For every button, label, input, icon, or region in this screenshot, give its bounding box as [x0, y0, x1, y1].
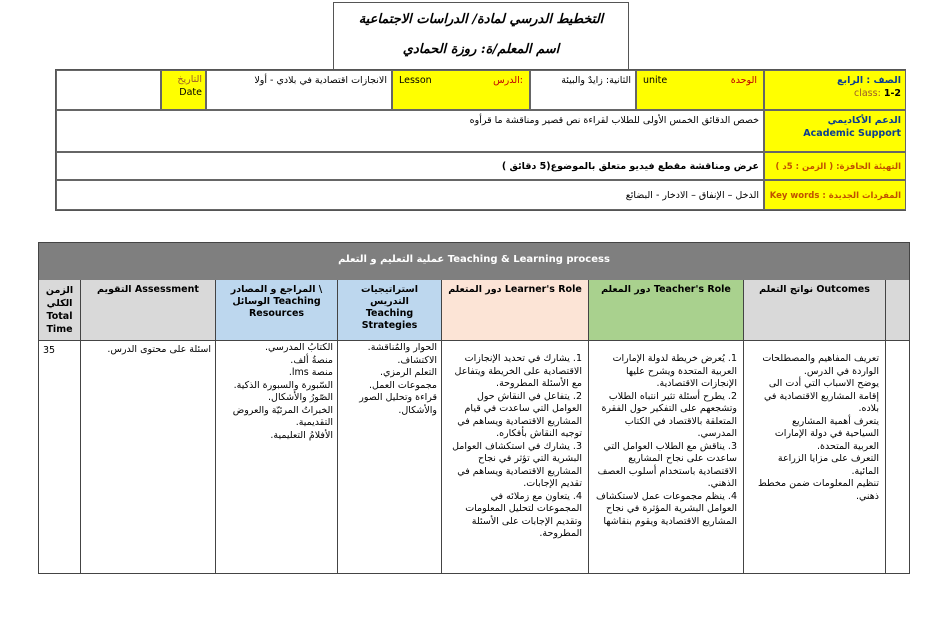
- text-line: المشاريع الاقتصادية ويقوم بنقاشها: [603, 515, 737, 527]
- text-line: يوضح الاسباب التي أدت الى: [768, 378, 879, 389]
- text-line: منصة lms.: [288, 367, 333, 378]
- text-line: الإنجازات الاقتصادية.: [656, 378, 737, 389]
- text-line: الوسائل Teaching: [232, 296, 321, 307]
- text-line: Time: [46, 324, 73, 335]
- class-value: 1-2: [883, 88, 901, 99]
- date-value-cell: [56, 70, 161, 110]
- grade-cell: [764, 70, 906, 110]
- text-line: Resources: [248, 308, 305, 319]
- text-line: الصّورُ والأشكال.: [268, 392, 333, 403]
- text-line: يتعرف أهمية المشاريع: [791, 415, 879, 427]
- unit-label-cell: [636, 70, 764, 110]
- text-line: 3. يناقش مع الطلاب العوامل التي: [603, 440, 737, 452]
- warmup-value: عرض ومناقشة مقطع فيديو متعلق بالموضوع(5 دقائق ): [56, 152, 764, 180]
- text-line: التعلم الرمزي.: [379, 367, 437, 378]
- text-line: التقديمية.: [295, 417, 333, 428]
- text-line: العوامل البشرية المؤثرة في نجاح: [606, 503, 737, 514]
- resources-list: [216, 341, 338, 573]
- text-line: 1. يشارك في تحديد الإنجازات: [464, 353, 582, 364]
- text-line: بلاده.: [858, 403, 879, 414]
- text-line: المشاريع الاقتصادية ويساهم في: [457, 415, 582, 427]
- text-line: التعرف على مزايا الزراعة: [777, 453, 879, 464]
- academic-support-cell: [764, 110, 906, 152]
- text-line: الخبراتُ المرئيّة والعروض: [232, 404, 333, 416]
- text-line: تنظيم المعلومات ضمن مخطط: [758, 478, 879, 489]
- text-line: الأفلامُ التعليمية.: [270, 429, 333, 441]
- text-line: مجموعات العمل.: [369, 379, 437, 391]
- assessment-value: اسئلة على محتوى الدرس.: [81, 341, 216, 573]
- text-line: Total: [46, 311, 73, 322]
- text-line: المدرسي.: [697, 428, 737, 439]
- unit-ar: الوحدة: [730, 75, 757, 86]
- text-line: البشرية التي تؤثر في نجاح: [478, 453, 582, 464]
- text-line: الكتابُ المدرسي.: [264, 342, 333, 353]
- header-blank: [886, 280, 909, 341]
- blank-column: [886, 341, 909, 573]
- text-line: الاكتشاف.: [397, 354, 437, 366]
- class-label: :class: [854, 88, 881, 99]
- unit-value: الثانية: زايدٌ والبيئة: [530, 70, 636, 110]
- text-line: السّبورة والسبورة الذكية.: [233, 379, 333, 391]
- lesson-value: الانجازات اقتصادية في بلادي - أولا: [206, 70, 392, 110]
- academic-ar: الدعم الأكاديمي: [827, 115, 901, 126]
- text-line: تعريف المفاهيم والمصطلحات: [762, 353, 879, 364]
- text-line: ذهني.: [855, 490, 879, 502]
- text-line: الكلي: [46, 298, 73, 309]
- lesson-info-table: [55, 69, 906, 211]
- text-line: ساعدت على نجاح المشاريع: [628, 453, 737, 464]
- text-line: الذهني.: [707, 478, 737, 489]
- text-line: تقديم الإجابات.: [523, 478, 582, 489]
- header-assessment: التقويم Assessment: [81, 280, 216, 341]
- header-resources: [216, 280, 338, 341]
- date-en: Date: [179, 87, 202, 98]
- text-line: مع الأسئلة المطروحة.: [496, 378, 582, 389]
- text-line: Strategies: [361, 320, 418, 331]
- learner-role-list: [442, 341, 589, 573]
- text-line: الاقتصادية باستخدام أسلوب العصف: [597, 465, 737, 477]
- text-line: المطروحة.: [539, 528, 582, 539]
- text-line: التدريس: [370, 296, 409, 307]
- lesson-ar: الدرس:: [493, 75, 523, 86]
- header-outcomes: نواتج التعلم Outcomes: [744, 280, 886, 341]
- academic-en: Academic Support: [803, 128, 901, 139]
- strategies-list: [338, 341, 442, 573]
- header-learner-role: دور المتعلم Learner's Role: [442, 280, 589, 341]
- text-line: المائية.: [851, 465, 879, 477]
- grade-label: الصف : الرابع: [837, 75, 901, 86]
- teacher-role-list: [589, 341, 744, 573]
- keywords-value: الدخل – الإنفاق – الادخار - البضائع: [56, 180, 764, 210]
- text-line: استراتيجيات: [361, 284, 418, 295]
- text-line: 2. يتفاعل في النقاش حول: [476, 390, 582, 402]
- process-banner: عملية التعليم و التعلم Teaching & Learning process: [39, 243, 909, 280]
- header-teacher-role: دور المعلم Teacher's Role: [589, 280, 744, 341]
- text-line: والأشكال.: [398, 404, 437, 416]
- header-total-time: [39, 280, 81, 341]
- text-line: 4. ينظم مجموعات عمل لاستكشاف: [596, 490, 737, 502]
- keywords-label-cell: [764, 180, 906, 210]
- teacher-name: اسم المعلم/ة: روزة الحمادي: [402, 42, 560, 57]
- outcomes-list: [744, 341, 886, 573]
- text-line: العربية المتحدة.: [817, 440, 879, 452]
- unit-en: unite: [643, 75, 668, 86]
- date-label-cell: [161, 70, 206, 110]
- text-line: السياحية في دولة الإمارات: [774, 428, 879, 439]
- text-line: Teaching: [365, 308, 414, 319]
- text-line: المجموعات لتحليل المعلومات: [465, 503, 582, 514]
- text-line: العوامل التي ساعدت في قيام: [464, 403, 582, 414]
- lesson-plan-title-box: [333, 2, 629, 70]
- text-line: إقامة المشاريع الاقتصادية في: [763, 390, 879, 402]
- plan-title: التخطيط الدرسي لمادة/ الدراسات الاجتماعية: [358, 12, 604, 27]
- text-line: الاقتصادية على الخريطة ويتفاعل: [454, 365, 582, 377]
- text-line: العربية المتحدة ويشرح عليها: [625, 365, 737, 377]
- lesson-en: Lesson: [399, 75, 432, 86]
- teaching-learning-table: [38, 242, 910, 574]
- text-line: قراءة وتحليل الصور: [359, 392, 437, 403]
- text-line: وتشجعهم على التفكير حول الفقرة: [601, 403, 737, 414]
- text-line: 4. يتعاون مع زملائه في: [490, 490, 582, 502]
- text-line: الحوار والمُناقشة.: [367, 342, 437, 353]
- text-line: المتعلقة بالاقتصاد في الكتاب: [624, 415, 737, 427]
- total-time-value: 35: [39, 341, 81, 573]
- text-line: 3. يشارك في استكشاف العوامل: [452, 440, 582, 452]
- text-line: توجيه النقاش بأفكاره.: [496, 428, 582, 439]
- date-ar: التاريخ: [177, 74, 202, 85]
- text-line: المشاريع الاقتصادية ويساهم في: [457, 465, 582, 477]
- academic-support-value: خصص الدقائق الخمس الأولى للطلاب لقراءة نص قصير ومناقشة ما قرأوه: [56, 110, 764, 152]
- keywords-label: المفردات الجديدة : Key words: [769, 191, 901, 201]
- text-line: الزمن: [45, 285, 74, 296]
- text-line: 2. يطرح أسئلة تثير انتباه الطلاب: [608, 390, 737, 402]
- warmup-label: التهيئة الحافزة: ( الزمن : 5د ): [775, 162, 901, 172]
- lesson-label-cell: [392, 70, 530, 110]
- text-line: منصةُ ألف.: [290, 354, 333, 366]
- warmup-label-cell: [764, 152, 906, 180]
- text-line: وتقديم الإجابات على الأسئلة: [471, 515, 582, 527]
- header-strategies: [338, 280, 442, 341]
- text-line: المراجع و المصادر \: [230, 284, 323, 295]
- text-line: الواردة في الدرس.: [803, 365, 879, 377]
- text-line: 1. يُعرض خريطة لدولة الإمارات: [612, 353, 737, 364]
